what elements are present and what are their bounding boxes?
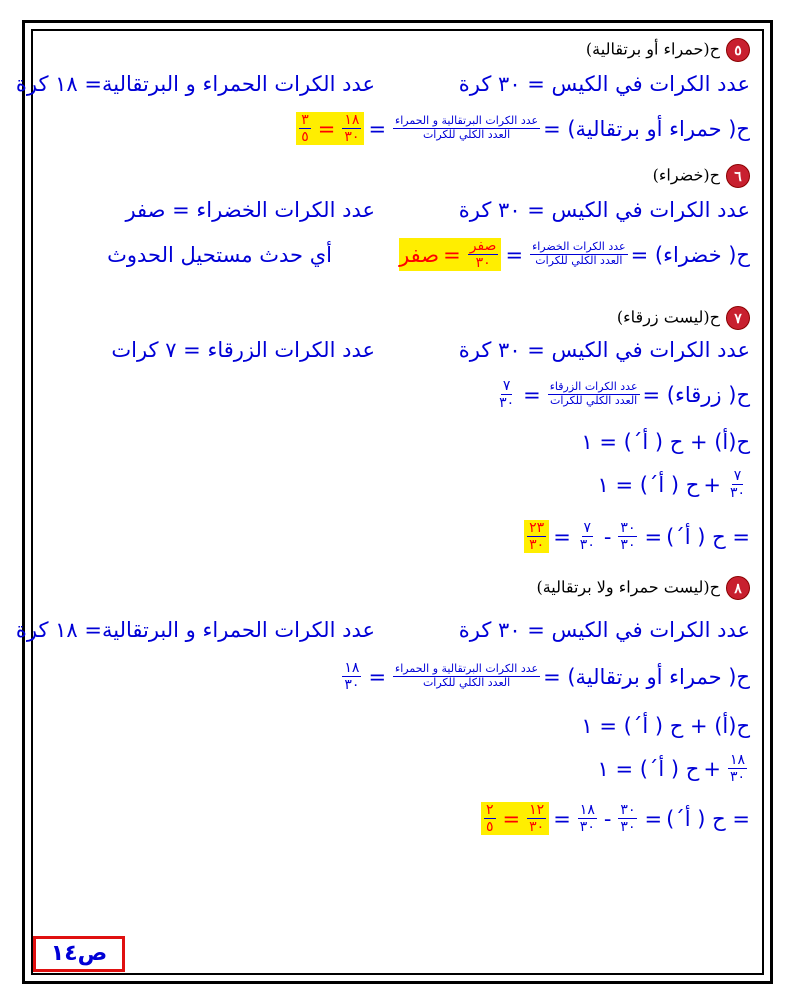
q7-sub-tail: ح ( أ´) = ١: [597, 472, 700, 497]
q8-whole-fraction: ٣٠ ٣٠: [620, 802, 636, 836]
q7-whole-fraction: ٣٠ ٣٠: [620, 520, 636, 554]
q6-prob-equation: صفر = صفر ٣٠ = عدد الكرات الخضراء العدد الكلي للكرات ح( خضراء) =: [399, 238, 750, 272]
q7-answer-fraction: ٢٣ ٣٠: [529, 520, 545, 554]
q7-prob-label: ح( زرقاء) =: [642, 382, 750, 407]
q8-heading-text: ح(ليست حمراء ولا برتقالية): [536, 577, 720, 597]
q7-total-balls: عدد الكرات في الكيس = ٣٠ كرة: [458, 338, 750, 362]
q6-result: صفر: [399, 242, 440, 267]
q7-number-badge: ٧: [726, 306, 750, 330]
q7-sub-fraction: ٧ ٣٠: [729, 468, 745, 502]
q7-prob-equation: ٧ ٣٠ = عدد الكرات الزرقاء العدد الكلي للكرات ح( زرقاء) =: [499, 378, 750, 412]
q7-word-fraction: عدد الكرات الزرقاء العدد الكلي للكرات: [549, 380, 638, 408]
q8-sub-tail: ح ( أ´) = ١: [597, 756, 700, 781]
q7-comp-label: ح ( أ´) =: [666, 524, 750, 549]
q6-word-fraction: عدد الكرات الخضراء العدد الكلي للكرات: [532, 240, 626, 268]
q7-subtrahend-fraction: ٧ ٣٠: [579, 520, 595, 554]
q6-heading: [653, 164, 750, 188]
q5-value-fraction: ١٨ ٣٠: [344, 112, 360, 146]
q8-subtrahend-fraction: ١٨ ٣٠: [579, 802, 595, 836]
q8-prob-equation: ١٨ ٣٠ = عدد الكرات البرتقالية و الحمراء العدد الكلي للكرات ح( حمراء أو برتقالية) =: [344, 660, 750, 694]
q6-value-fraction: صفر ٣٠: [469, 238, 497, 272]
q8-value-fraction: ١٨ ٣٠: [344, 660, 360, 694]
q7-value-fraction: ٧ ٣٠: [499, 378, 515, 412]
q7-heading: [617, 306, 750, 330]
q6-total-balls: عدد الكرات في الكيس = ٣٠ كرة: [458, 198, 750, 222]
q8-rule-line: ح(أ) + ح ( أ´) = ١: [581, 714, 750, 738]
q8-word-fraction: عدد الكرات البرتقالية و الحمراء العدد الكلي للكرات: [395, 662, 539, 690]
q7-heading-text: ح(ليست زرقاء): [616, 307, 720, 327]
q7-complement-calc: ٢٣ ٣٠ = ٧ ٣٠ - ٣٠ ٣٠ = ح ( أ´) =: [524, 520, 750, 553]
q8-substitution: ح ( أ´) = ١ + ١٨ ٣٠: [597, 752, 745, 786]
q8-answer-fraction: ١٢ ٣٠: [529, 802, 545, 836]
q8-sub-fraction: ١٨ ٣٠: [729, 752, 745, 786]
q8-number-badge: ٨: [726, 576, 750, 600]
q5-result-highlight: ٣ ٥ = ١٨ ٣٠: [296, 112, 364, 145]
q6-prob-label: ح( خضراء) =: [630, 242, 750, 267]
q8-result-fraction: ٢ ٥: [486, 802, 494, 836]
q8-heading: [536, 576, 750, 600]
q8-total-balls: عدد الكرات في الكيس = ٣٠ كرة: [458, 618, 750, 642]
page-number-badge: ص١٤: [33, 936, 125, 972]
q5-prob-label: ح( حمراء أو برتقالية) =: [543, 116, 750, 141]
q8-answer-highlight: ٢ ٥ = ١٢ ٣٠: [481, 802, 549, 835]
q6-impossible-note: أي حدث مستحيل الحدوث: [107, 243, 332, 267]
q7-rule-line: ح(أ) + ح ( أ´) = ١: [581, 430, 750, 454]
q5-count-line: عدد الكرات الحمراء و البرتقالية= ١٨ كرة: [15, 72, 375, 96]
q8-count-line: عدد الكرات الحمراء و البرتقالية= ١٨ كرة: [15, 618, 375, 642]
q7-answer-highlight: [524, 520, 549, 553]
q6-result-highlight: صفر = صفر ٣٠: [399, 238, 501, 271]
q5-result-fraction: ٣ ٥: [301, 112, 309, 146]
q5-heading-text: ح(حمراء أو برتقالية): [585, 39, 720, 59]
q5-total-balls: عدد الكرات في الكيس = ٣٠ كرة: [458, 72, 750, 96]
q6-count-line: عدد الكرات الخضراء = صفر: [125, 198, 375, 222]
q6-heading-text: ح(خضراء): [652, 165, 720, 185]
q7-count-line: عدد الكرات الزرقاء = ٧ كرات: [111, 338, 375, 362]
q5-number-badge: ٥: [726, 38, 750, 62]
q5-heading: [586, 38, 750, 62]
q6-number-badge: ٦: [726, 164, 750, 188]
q8-prob-label: ح( حمراء أو برتقالية) =: [543, 664, 750, 689]
q5-word-fraction: عدد الكرات البرتقالية و الحمراء العدد الكلي للكرات: [395, 114, 539, 142]
q7-substitution: ح ( أ´) = ١ + ٧ ٣٠: [597, 468, 745, 502]
q5-prob-equation: ٣ ٥ = ١٨ ٣٠ = عدد الكرات البرتقالية و الحمراء العدد الكلي للكرات ح( حمراء أو برتقالية) =: [296, 112, 750, 145]
q8-complement-calc: ٢ ٥ = ١٢ ٣٠ = ١٨ ٣٠ - ٣٠ ٣٠ = ح ( أ´) =: [481, 802, 750, 835]
q8-comp-label: ح ( أ´) =: [666, 806, 750, 831]
